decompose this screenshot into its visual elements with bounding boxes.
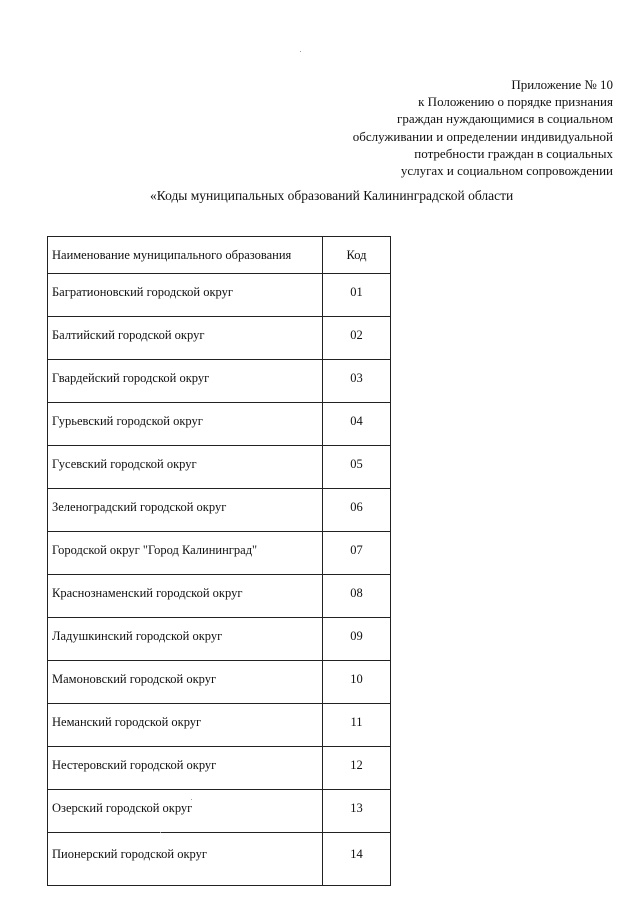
column-header-name: Наименование муниципального образования: [48, 237, 323, 274]
appendix-line: потребности граждан в социальных: [414, 145, 613, 161]
municipality-code: 01: [323, 274, 391, 317]
table-row: [48, 274, 391, 317]
municipality-name: Багратионовский городской округ: [48, 274, 323, 317]
table-row: [48, 747, 391, 790]
table-row: [48, 532, 391, 575]
municipality-code: 07: [323, 532, 391, 575]
table-row: [48, 575, 391, 618]
municipality-code: 03: [323, 360, 391, 403]
scan-speck: [160, 832, 161, 833]
municipality-code: 12: [323, 747, 391, 790]
appendix-line: обслуживании и определении индивидуальной: [352, 128, 613, 144]
municipality-name: Ладушкинский городской округ: [48, 618, 323, 661]
municipal-codes-table: [47, 236, 391, 886]
municipality-code: 08: [323, 575, 391, 618]
municipality-code: 06: [323, 489, 391, 532]
municipality-code: 09: [323, 618, 391, 661]
appendix-line: граждан нуждающимися в социальном: [397, 111, 613, 127]
column-header-code: Код: [323, 237, 391, 274]
table-row: [48, 403, 391, 446]
municipality-name: Неманский городской округ: [48, 704, 323, 747]
municipality-code: 14: [323, 833, 391, 886]
municipality-name: Городской округ "Город Калининград": [48, 532, 323, 575]
municipality-name: Краснознаменский городской округ: [48, 575, 323, 618]
scan-speck: [191, 799, 192, 800]
appendix-header: [353, 76, 613, 179]
table-row: [48, 704, 391, 747]
table-row: [48, 661, 391, 704]
municipality-code: 13: [323, 790, 391, 833]
municipality-name: Гвардейский городской округ: [48, 360, 323, 403]
municipality-name: Мамоновский городской округ: [48, 661, 323, 704]
municipality-code: 10: [323, 661, 391, 704]
municipality-code: 02: [323, 317, 391, 360]
municipality-name: Пионерский городской округ: [48, 833, 323, 886]
appendix-line: услугах и социальном сопровождении: [400, 163, 613, 179]
table-row: [48, 360, 391, 403]
appendix-line: Приложение № 10: [511, 77, 613, 92]
table-row: [48, 790, 391, 833]
table-row: [48, 618, 391, 661]
appendix-line: к Положению о порядке признания: [418, 94, 613, 110]
table-row: [48, 317, 391, 360]
municipality-name: Зеленоградский городской округ: [48, 489, 323, 532]
municipality-code: 05: [323, 446, 391, 489]
table-row: [48, 489, 391, 532]
municipality-name: Балтийский городской округ: [48, 317, 323, 360]
municipality-code: 11: [323, 704, 391, 747]
municipality-name: Гусевский городской округ: [48, 446, 323, 489]
municipality-code: 04: [323, 403, 391, 446]
document-title: «Коды муниципальных образований Калининградской области: [150, 188, 514, 203]
scan-speck: [300, 51, 301, 52]
municipality-name: Нестеровский городской округ: [48, 747, 323, 790]
table-row: [48, 446, 391, 489]
municipality-name: Озерский городской округ: [48, 790, 323, 833]
municipality-name: Гурьевский городской округ: [48, 403, 323, 446]
table-header-row: [48, 237, 391, 274]
table-row: [48, 833, 391, 886]
